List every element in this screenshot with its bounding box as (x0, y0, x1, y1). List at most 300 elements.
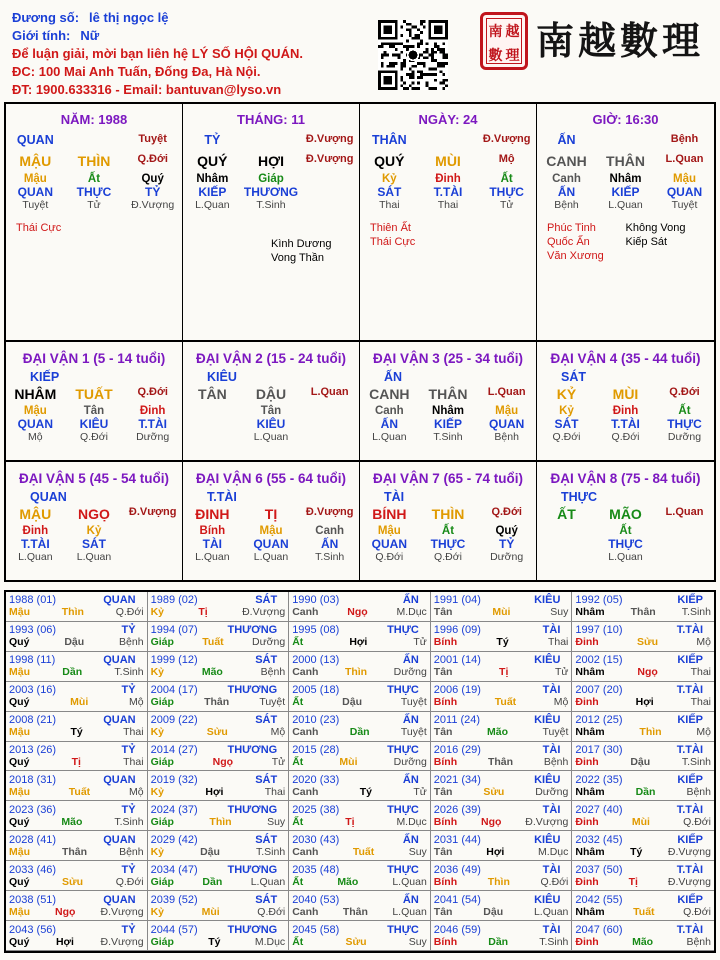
year-cell (148, 801, 290, 831)
hidden-stem: Mậu (673, 173, 696, 185)
year-cell (289, 831, 431, 861)
year-stem: Canh (292, 726, 319, 739)
year-line-2 (292, 666, 427, 678)
year-label: 2013 (26) (9, 744, 57, 757)
year-line-2 (151, 906, 286, 918)
year-stem: Tân (433, 726, 453, 739)
year-branch: Dần (349, 726, 370, 739)
seal-char: 數 (488, 47, 503, 63)
year-role: KIÊU (534, 654, 561, 667)
year-label: 2030 (43) (292, 833, 340, 846)
value-row (183, 405, 359, 417)
hidden-role: KIÊU (79, 417, 109, 431)
year-label: 2026 (39) (433, 803, 481, 816)
year-stem: Quý (9, 696, 30, 709)
year-role: KIẾP (677, 594, 703, 607)
can-chi: ẤT (557, 506, 576, 522)
life-stage: L.Quan (195, 551, 230, 563)
year-label: 2010 (23) (292, 714, 340, 727)
value-row (6, 431, 182, 443)
year-stem: Canh (292, 845, 319, 858)
stars-block (6, 221, 182, 235)
year-line-2 (575, 816, 711, 828)
year-branch: Tị (345, 815, 355, 828)
hidden-stem: Ất (619, 525, 632, 537)
year-line-1 (9, 774, 144, 786)
year-branch: Tuất (494, 696, 517, 709)
year-stem: Nhâm (575, 845, 605, 858)
year-cell (148, 592, 290, 622)
year-line-2 (434, 906, 569, 918)
can-chi: MẬU (19, 506, 52, 522)
year-line-1 (9, 714, 144, 726)
year-line-2 (9, 696, 144, 708)
stars-right (448, 221, 526, 249)
can-chi: Q.Đới (137, 386, 168, 398)
year-cell (431, 891, 573, 921)
can-chi: Q.Đới (137, 153, 168, 165)
can-chi: THÂN (428, 386, 468, 402)
year-cell (148, 682, 290, 712)
year-stage: T.Sinh (256, 845, 286, 858)
hidden-stem: Tân (83, 405, 105, 417)
year-line-1 (575, 894, 711, 906)
dai-van-title: ĐẠI VẬN 5 (45 - 54 tuổi) (18, 471, 170, 486)
year-label: 1998 (11) (9, 654, 56, 667)
can-chi: L.Quan (665, 153, 704, 165)
year-label: 2044 (57) (150, 923, 198, 936)
year-stage: Dưỡng (393, 756, 427, 769)
year-role: QUAN (103, 773, 136, 786)
can-chi: TỊ (264, 506, 278, 522)
year-cell (289, 652, 431, 682)
hidden-role (183, 417, 242, 431)
pillar-title: NĂM: 1988 (60, 112, 128, 127)
year-stem: Tân (433, 606, 453, 619)
year-label: 1990 (03) (292, 594, 340, 607)
life-stage: Dưỡng (490, 551, 524, 563)
can-chi: KỶ (556, 386, 577, 402)
header-line (12, 64, 260, 79)
year-stem: Ất (292, 756, 304, 769)
year-cell (431, 921, 573, 951)
year-stage: T.Sinh (681, 606, 711, 619)
year-stage: T.Sinh (681, 756, 711, 769)
year-branch: Mùi (492, 606, 511, 619)
can-chi: TÂN (197, 386, 227, 402)
year-label: 1996 (09) (433, 624, 481, 637)
year-branch: Ngọ (480, 815, 502, 828)
year-line-1 (9, 684, 144, 696)
life-stage: L.Quan (195, 199, 230, 211)
year-line-1 (292, 654, 427, 666)
year-cell (289, 622, 431, 652)
year-label: 2019 (32) (150, 773, 198, 786)
hidden-stem: Kỷ (559, 405, 574, 417)
year-stage: Đ.Vượng (525, 815, 569, 828)
year-label: 2004 (17) (150, 684, 198, 697)
can-chi: ĐINH (195, 506, 230, 522)
pillar-role: QUAN (16, 133, 54, 147)
year-branch: Sửu (345, 935, 367, 948)
year-stage: Q.Đới (683, 815, 711, 828)
year-label: 2039 (52) (150, 893, 198, 906)
year-stem: Mậu (9, 726, 30, 739)
year-branch: Hợi (635, 696, 654, 709)
year-stage: Tử (271, 756, 286, 769)
value-row (6, 417, 182, 431)
header-line-value: lê thị ngọc lệ (89, 10, 169, 25)
value-row (537, 386, 714, 402)
hidden-stem: Canh (374, 405, 404, 417)
hidden-role: SÁT (81, 537, 106, 551)
year-branch: Sửu (483, 785, 505, 798)
year-stage: Suy (408, 935, 427, 948)
value-row (360, 431, 536, 443)
year-stage: Đ.Vượng (667, 875, 711, 888)
year-stage: Bệnh (119, 636, 144, 649)
star-item: Kình Dương (271, 238, 332, 250)
dai-van-role: T.TÀI (207, 490, 237, 504)
year-stem: Ất (292, 636, 304, 649)
year-stage: Dưỡng (251, 636, 286, 649)
hidden-role: TỶ (144, 185, 161, 199)
value-row (537, 417, 714, 431)
year-role: THỰC (387, 863, 419, 876)
dai-van-title: ĐẠI VẬN 7 (65 - 74 tuổi) (372, 471, 524, 486)
hidden-stem: Ất (500, 173, 513, 185)
year-stem: Nhâm (575, 726, 605, 739)
year-stem: Tân (433, 666, 453, 679)
year-cell (289, 592, 431, 622)
stars-right (626, 221, 705, 263)
year-line-2 (151, 846, 286, 858)
hidden-stem: Đinh (22, 525, 49, 537)
life-stage (655, 551, 714, 563)
year-label: 2006 (19) (433, 684, 481, 697)
year-label: 1999 (12) (150, 654, 198, 667)
value-row (6, 525, 182, 537)
year-cell (6, 622, 148, 652)
year-role: THỰC (387, 684, 419, 697)
year-line-2 (151, 726, 286, 738)
hidden-role: KIẾP (433, 417, 462, 431)
year-cell (6, 592, 148, 622)
value-row (183, 417, 359, 431)
year-line-1 (575, 864, 711, 876)
year-line-1 (434, 864, 569, 876)
year-cell (572, 801, 714, 831)
hidden-stem: Đinh (435, 173, 461, 185)
year-stem: Kỷ (150, 666, 165, 679)
year-cell (572, 592, 714, 622)
hidden-stem: Mậu (23, 173, 47, 185)
year-branch: Thân (630, 606, 656, 619)
hidden-role: ẤN (557, 185, 576, 199)
year-role: ẤN (402, 654, 419, 667)
life-stage: Q.Đới (375, 551, 404, 563)
year-role: TÀI (542, 803, 561, 816)
hidden-stem (183, 405, 242, 417)
hidden-role: KIẾP (611, 185, 640, 199)
year-branch: Dậu (64, 636, 85, 649)
year-line-2 (151, 636, 286, 648)
hidden-stem: Nhâm (196, 173, 229, 185)
year-cell (572, 622, 714, 652)
year-role: TỶ (121, 744, 136, 757)
year-line-1 (151, 924, 286, 936)
year-label: 1991 (04) (433, 594, 481, 607)
year-stage: Tử (413, 636, 427, 649)
year-stage: Q.Đới (683, 905, 711, 918)
year-stem: Bính (433, 935, 458, 948)
can-chi: Q.Đới (491, 506, 522, 518)
year-branch: Hợi (349, 636, 368, 649)
year-role: THỰC (387, 744, 419, 757)
value-row (360, 537, 536, 551)
year-stem: Bính (433, 875, 458, 888)
dai-van-title: ĐẠI VẬN 1 (5 - 14 tuổi) (22, 351, 166, 366)
can-chi: MÙI (612, 386, 639, 402)
year-label: 1997 (10) (575, 624, 623, 637)
year-label: 2023 (36) (9, 803, 57, 816)
life-stage: Q.Đới (611, 431, 640, 443)
year-cell (289, 801, 431, 831)
year-label: 2042 (55) (575, 893, 623, 906)
year-line-2 (9, 846, 144, 858)
hidden-role: KIẾP (198, 185, 227, 199)
year-line-1 (292, 924, 427, 936)
year-line-1 (434, 654, 569, 666)
year-branch: Hợi (486, 845, 505, 858)
year-stage: M.Dục (396, 815, 427, 828)
year-label: 2031 (44) (433, 833, 481, 846)
year-branch: Ngọ (347, 606, 368, 619)
year-role: ẤN (402, 893, 419, 906)
year-role: SÁT (255, 833, 278, 846)
year-line-1 (151, 834, 286, 846)
year-line-2 (292, 636, 427, 648)
year-line-1 (434, 894, 569, 906)
year-stage: Tuyệt (400, 726, 427, 739)
year-line-1 (9, 924, 144, 936)
year-cell (148, 891, 290, 921)
hidden-stem: Quý (495, 525, 518, 537)
year-line-2 (292, 606, 427, 618)
life-stage (300, 431, 359, 443)
year-branch: Tị (198, 606, 208, 619)
value-row (537, 153, 714, 169)
value-row (183, 133, 359, 151)
life-stage: L.Quan (608, 551, 643, 563)
value-row (183, 506, 359, 522)
header-line-label: ĐC: 100 Mai Anh Tuấn, Đống Đa, Hà Nội. (12, 64, 261, 79)
hidden-stem: Nhâm (432, 405, 464, 417)
year-role: KIẾP (677, 654, 703, 667)
year-line-1 (151, 744, 286, 756)
can-chi: HỢI (258, 153, 284, 169)
year-cell (289, 891, 431, 921)
year-stage: Suy (408, 845, 427, 858)
year-label: 2041 (54) (433, 893, 481, 906)
dai-van-role: KIẾP (30, 370, 60, 384)
year-branch: Thìn (639, 726, 662, 739)
dai-van-cell (183, 342, 360, 460)
value-row (183, 386, 359, 402)
year-branch: Thân (204, 696, 230, 709)
year-line-1 (434, 594, 569, 606)
year-label: 2017 (30) (575, 744, 623, 757)
value-row (183, 551, 359, 563)
hidden-stem (655, 525, 714, 537)
year-cell (431, 682, 573, 712)
hidden-role (300, 417, 359, 431)
year-label: 2027 (40) (575, 803, 623, 816)
year-stage: Tuyệt (259, 696, 286, 709)
value-row (6, 386, 182, 402)
year-label: 2014 (27) (150, 744, 198, 757)
year-role: KIÊU (534, 714, 561, 727)
can-chi: THÂN (606, 153, 645, 169)
year-line-2 (292, 876, 427, 888)
year-line-2 (292, 726, 427, 738)
year-branch: Tị (499, 666, 509, 679)
can-chi: NHÂM (14, 386, 57, 402)
year-line-2 (434, 636, 569, 648)
year-role: QUAN (103, 893, 136, 906)
year-line-2 (575, 876, 711, 888)
life-stage: L.Quan (608, 199, 643, 211)
year-stage: Mộ (128, 785, 144, 798)
life-stage: Đ.Vượng (131, 199, 175, 211)
year-branch: Thìn (344, 666, 368, 679)
pillar-role: ẤN (557, 133, 576, 147)
year-cell (289, 771, 431, 801)
year-branch: Tị (71, 756, 81, 769)
year-cell (6, 831, 148, 861)
year-stem: Canh (292, 666, 319, 679)
logo-text: 南越數理 (536, 18, 705, 63)
year-stage: T.Sinh (539, 935, 569, 948)
year-label: 2040 (53) (292, 893, 340, 906)
life-stage: Tuyệt (22, 199, 49, 211)
hidden-stem: Ất (678, 405, 691, 417)
year-stage: Thai (123, 756, 144, 769)
can-chi: CANH (546, 153, 587, 169)
year-stem: Quý (9, 756, 30, 769)
year-stem: Ất (292, 875, 304, 888)
year-stem: Quý (9, 935, 30, 948)
year-line-2 (151, 666, 286, 678)
year-stage: L.Quan (533, 905, 569, 918)
year-branch: Tý (630, 845, 643, 858)
year-branch: Dần (635, 785, 656, 798)
year-branch: Dậu (200, 845, 220, 858)
year-line-1 (575, 744, 711, 756)
year-branch: Thìn (487, 875, 510, 888)
year-stage: Đ.Vượng (100, 905, 144, 918)
hidden-role: THƯƠNG (243, 185, 299, 199)
year-stem: Đinh (575, 636, 599, 649)
year-role: THỰC (387, 923, 419, 936)
year-role: T.TÀI (676, 863, 703, 876)
hidden-role: ẤN (380, 417, 398, 431)
year-label: 2032 (45) (575, 833, 623, 846)
can-chi: L.Quan (310, 386, 349, 398)
year-line-2 (434, 606, 569, 618)
year-stem: Kỷ (150, 726, 165, 739)
seal-char: 南 (488, 23, 503, 39)
year-cell (431, 592, 573, 622)
dai-van-cell (537, 462, 714, 580)
year-stage: L.Quan (392, 905, 427, 918)
value-row (360, 199, 536, 211)
year-line-1 (9, 744, 144, 756)
year-line-1 (575, 804, 711, 816)
year-role: ẤN (402, 594, 419, 607)
year-branch: Thìn (61, 606, 84, 619)
year-branch: Mùi (201, 905, 220, 918)
year-label: 2015 (28) (292, 744, 340, 757)
year-label: 2024 (37) (150, 803, 198, 816)
life-stage: Thai (379, 199, 400, 211)
year-label: 2033 (46) (9, 863, 57, 876)
year-branch: Tý (208, 935, 221, 948)
value-row (537, 185, 714, 199)
year-role: TỶ (121, 863, 136, 876)
year-stem: Mậu (9, 905, 30, 918)
year-label: 2025 (38) (292, 803, 340, 816)
year-line-1 (434, 804, 569, 816)
hidden-role: THỰC (667, 417, 702, 431)
year-line-2 (575, 726, 711, 738)
year-stage: T.Sinh (114, 666, 144, 679)
value-row (360, 133, 536, 151)
year-role: ẤN (402, 833, 419, 846)
year-label: 1994 (07) (150, 624, 198, 637)
red-seal-logo (480, 12, 528, 70)
year-cell (289, 921, 431, 951)
year-line-2 (434, 846, 569, 858)
year-line-1 (292, 684, 427, 696)
year-line-2 (151, 786, 286, 798)
value-row (360, 551, 536, 563)
year-line-1 (575, 594, 711, 606)
value-row (6, 133, 182, 151)
dai-van-row-2 (4, 460, 716, 582)
hidden-stem: Đinh (612, 405, 639, 417)
year-line-1 (292, 624, 427, 636)
year-label: 1988 (01) (9, 594, 57, 607)
year-branch: Tuất (352, 845, 375, 858)
year-role: THỰC (387, 803, 419, 816)
year-line-2 (575, 666, 711, 678)
value-row (6, 551, 182, 563)
year-role: KIÊU (534, 773, 561, 786)
year-branch: Tý (496, 636, 509, 649)
year-cell (148, 652, 290, 682)
hidden-role: QUAN (253, 537, 289, 551)
year-stage: Tử (554, 666, 569, 679)
year-role: QUAN (103, 833, 136, 846)
stars-block (360, 221, 536, 249)
year-branch: Dậu (630, 756, 651, 769)
year-label: 2001 (14) (433, 654, 481, 667)
year-stage: Tuyệt (400, 696, 427, 709)
year-line-2 (151, 756, 286, 768)
dai-van-title: ĐẠI VẬN 3 (25 - 34 tuổi) (372, 351, 524, 366)
year-line-2 (575, 606, 711, 618)
